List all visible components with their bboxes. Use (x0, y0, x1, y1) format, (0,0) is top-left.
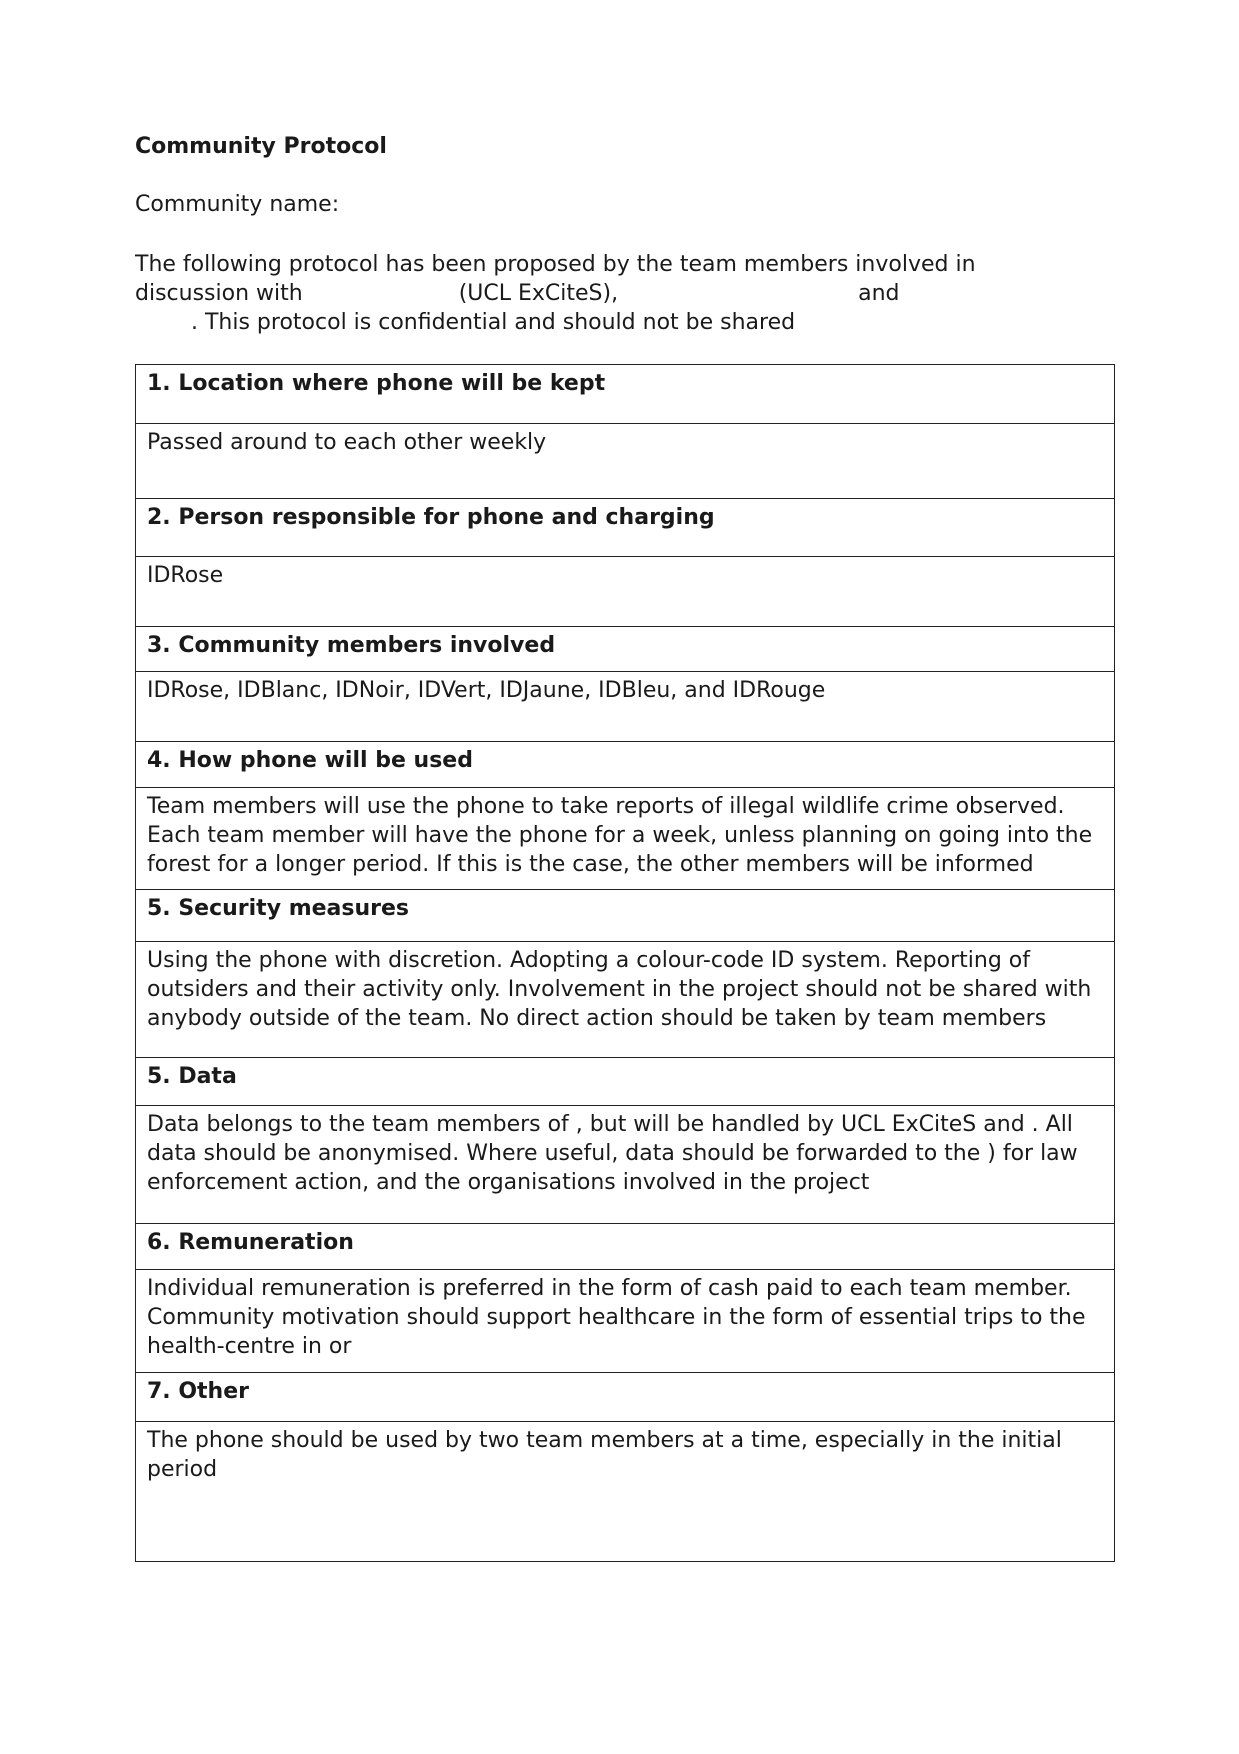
protocol-table (135, 364, 1115, 1562)
section-heading: 4. How phone will be used (136, 742, 1115, 788)
section-heading: 5. Data (136, 1058, 1115, 1106)
section-body: Data belongs to the team members of , but will be handled by UCL ExCiteS and . All data should be anonymised. Where useful, data should be forwarded to the ) for law enforcement action, and the organisations involved in the project (136, 1106, 1115, 1224)
intro-line-2-b: (UCL ExCiteS), (458, 281, 619, 306)
section-body: Using the phone with discretion. Adopting a colour-code ID system. Reporting of outsiders and their activity only. Involvement in the project should not be shared with anybody outside of the team. No direct action should be taken by team members (136, 942, 1115, 1058)
intro-line-3-text: . This protocol is confidential and should not be shared (191, 310, 796, 335)
intro-line-3 (135, 308, 1135, 337)
section-heading: 6. Remuneration (136, 1224, 1115, 1270)
section-heading: 2. Person responsible for phone and charging (136, 499, 1115, 557)
section-body: IDRose, IDBlanc, IDNoir, IDVert, IDJaune, IDBleu, and IDRouge (136, 672, 1115, 742)
section-heading: 7. Other (136, 1373, 1115, 1422)
community-name-label: Community name: (135, 192, 340, 217)
document-title: Community Protocol (135, 134, 387, 159)
section-heading: 3. Community members involved (136, 627, 1115, 672)
intro-line-2 (135, 279, 1135, 308)
section-body: Team members will use the phone to take reports of illegal wildlife crime observed. Each team member will have the phone for a week, unless planning on going into the forest for a longer period. If this is the case, the other members will be informed (136, 788, 1115, 890)
section-body: Passed around to each other weekly (136, 424, 1115, 499)
intro-line-2-a: discussion with (135, 281, 303, 306)
section-body: Individual remuneration is preferred in the form of cash paid to each team member. Community motivation should support healthcare in the form of essential trips to the health-centre in or (136, 1270, 1115, 1373)
intro-paragraph (135, 250, 1135, 337)
intro-line-2-c: and (858, 281, 900, 306)
section-body: The phone should be used by two team members at a time, especially in the initial period (136, 1422, 1115, 1562)
intro-line-1: The following protocol has been proposed by the team members involved in (135, 252, 976, 277)
section-body: IDRose (136, 557, 1115, 627)
section-heading: 1. Location where phone will be kept (136, 365, 1115, 424)
section-heading: 5. Security measures (136, 890, 1115, 942)
